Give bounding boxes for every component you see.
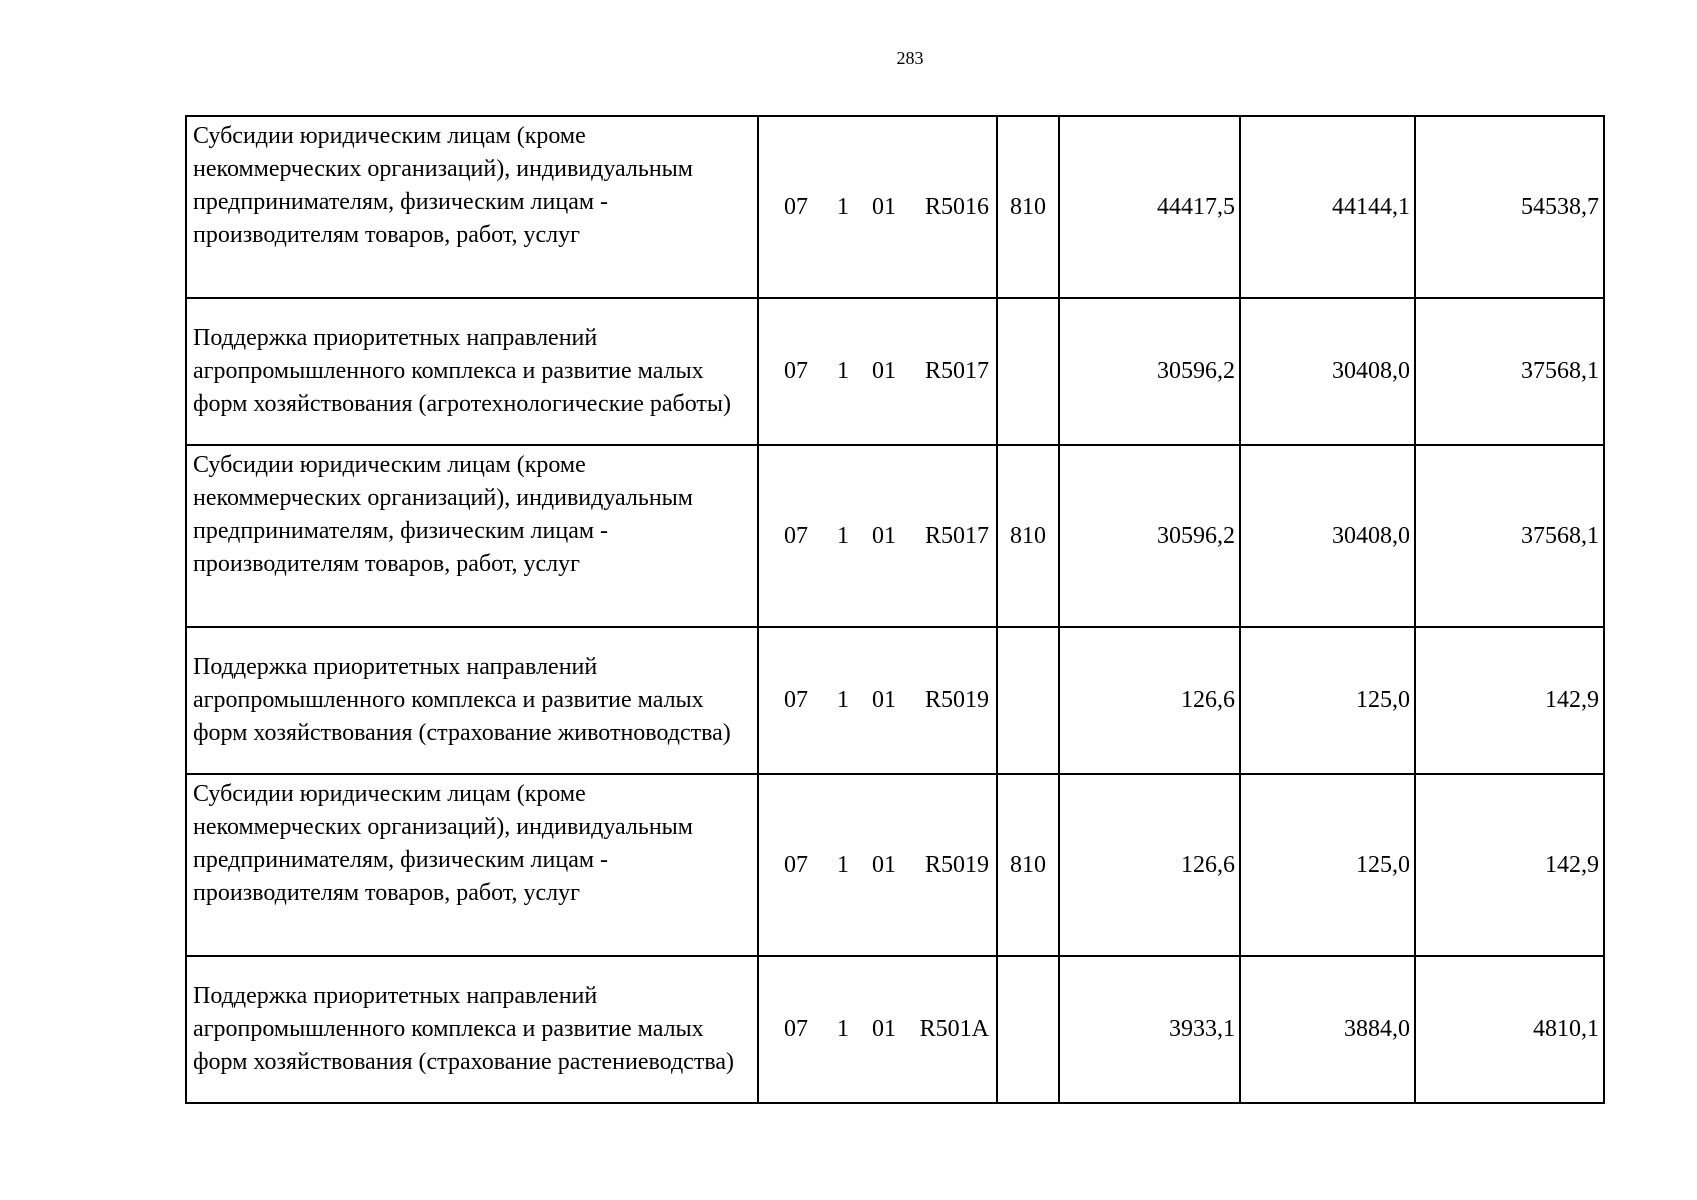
row-amount-1: 30596,2 bbox=[1059, 445, 1240, 627]
row-name: Поддержка приоритетных направлений агропромышленного комплекса и развитие малых форм хозяйствования (страхование животноводства) bbox=[186, 627, 758, 774]
table-row bbox=[186, 116, 1604, 298]
row-amount-3: 142,9 bbox=[1415, 627, 1604, 774]
code-subprogram: 1 bbox=[837, 687, 849, 713]
code-event: 01 bbox=[872, 851, 896, 878]
row-amount-2: 30408,0 bbox=[1240, 445, 1415, 627]
row-code bbox=[758, 445, 997, 627]
row-amount-3: 37568,1 bbox=[1415, 445, 1604, 627]
table-row bbox=[186, 627, 1604, 774]
code-event: 01 bbox=[872, 193, 896, 220]
code-direction: R5016 bbox=[924, 193, 989, 220]
row-name: Субсидии юридическим лицам (кроме некоммерческих организаций), индивидуальным предпринимателям, физическим лицам - производителям товаров, работ, услуг bbox=[186, 116, 758, 298]
row-expense-type bbox=[997, 627, 1059, 774]
row-name: Субсидии юридическим лицам (кроме некоммерческих организаций), индивидуальным предпринимателям, физическим лицам - производителям товаров, работ, услуг bbox=[186, 774, 758, 956]
code-program: 07 bbox=[784, 193, 808, 220]
row-amount-1: 126,6 bbox=[1059, 627, 1240, 774]
row-amount-1: 126,6 bbox=[1059, 774, 1240, 956]
row-name: Субсидии юридическим лицам (кроме некоммерческих организаций), индивидуальным предпринимателям, физическим лицам - производителям товаров, работ, услуг bbox=[186, 445, 758, 627]
code-event: 01 bbox=[872, 522, 896, 549]
code-subprogram: 1 bbox=[837, 193, 849, 220]
row-code bbox=[758, 956, 997, 1103]
row-amount-1: 30596,2 bbox=[1059, 298, 1240, 445]
row-name: Поддержка приоритетных направлений агропромышленного комплекса и развитие малых форм хозяйствования (агротехнологические работы) bbox=[186, 298, 758, 445]
code-program: 07 bbox=[784, 1016, 808, 1042]
table-row bbox=[186, 298, 1604, 445]
row-expense-type bbox=[997, 298, 1059, 445]
row-amount-2: 30408,0 bbox=[1240, 298, 1415, 445]
code-direction: R501A bbox=[919, 1016, 989, 1042]
table-row bbox=[186, 956, 1604, 1103]
code-program: 07 bbox=[784, 358, 808, 384]
row-amount-2: 3884,0 bbox=[1240, 956, 1415, 1103]
code-subprogram: 1 bbox=[837, 851, 849, 878]
row-expense-type bbox=[997, 956, 1059, 1103]
row-code bbox=[758, 774, 997, 956]
code-event: 01 bbox=[872, 358, 896, 384]
code-direction: R5019 bbox=[924, 851, 989, 878]
row-expense-type: 810 bbox=[997, 116, 1059, 298]
row-expense-type: 810 bbox=[997, 445, 1059, 627]
table-row bbox=[186, 774, 1604, 956]
code-event: 01 bbox=[872, 687, 896, 713]
row-amount-2: 125,0 bbox=[1240, 627, 1415, 774]
code-direction: R5017 bbox=[924, 522, 989, 549]
page-number: 283 bbox=[896, 48, 924, 68]
row-code bbox=[758, 116, 997, 298]
code-subprogram: 1 bbox=[837, 358, 849, 384]
row-expense-type: 810 bbox=[997, 774, 1059, 956]
row-amount-3: 142,9 bbox=[1415, 774, 1604, 956]
budget-table bbox=[185, 115, 1605, 1104]
row-amount-3: 54538,7 bbox=[1415, 116, 1604, 298]
table-row bbox=[186, 445, 1604, 627]
code-subprogram: 1 bbox=[837, 1016, 849, 1042]
code-subprogram: 1 bbox=[837, 522, 849, 549]
row-name: Поддержка приоритетных направлений агропромышленного комплекса и развитие малых форм хозяйствования (страхование растениеводства) bbox=[186, 956, 758, 1103]
row-amount-2: 44144,1 bbox=[1240, 116, 1415, 298]
row-amount-3: 37568,1 bbox=[1415, 298, 1604, 445]
code-direction: R5017 bbox=[924, 358, 989, 384]
code-program: 07 bbox=[784, 851, 808, 878]
code-program: 07 bbox=[784, 687, 808, 713]
code-event: 01 bbox=[872, 1016, 896, 1042]
code-program: 07 bbox=[784, 522, 808, 549]
row-amount-2: 125,0 bbox=[1240, 774, 1415, 956]
code-direction: R5019 bbox=[924, 687, 989, 713]
row-amount-1: 3933,1 bbox=[1059, 956, 1240, 1103]
row-code bbox=[758, 298, 997, 445]
row-code bbox=[758, 627, 997, 774]
row-amount-1: 44417,5 bbox=[1059, 116, 1240, 298]
row-amount-3: 4810,1 bbox=[1415, 956, 1604, 1103]
